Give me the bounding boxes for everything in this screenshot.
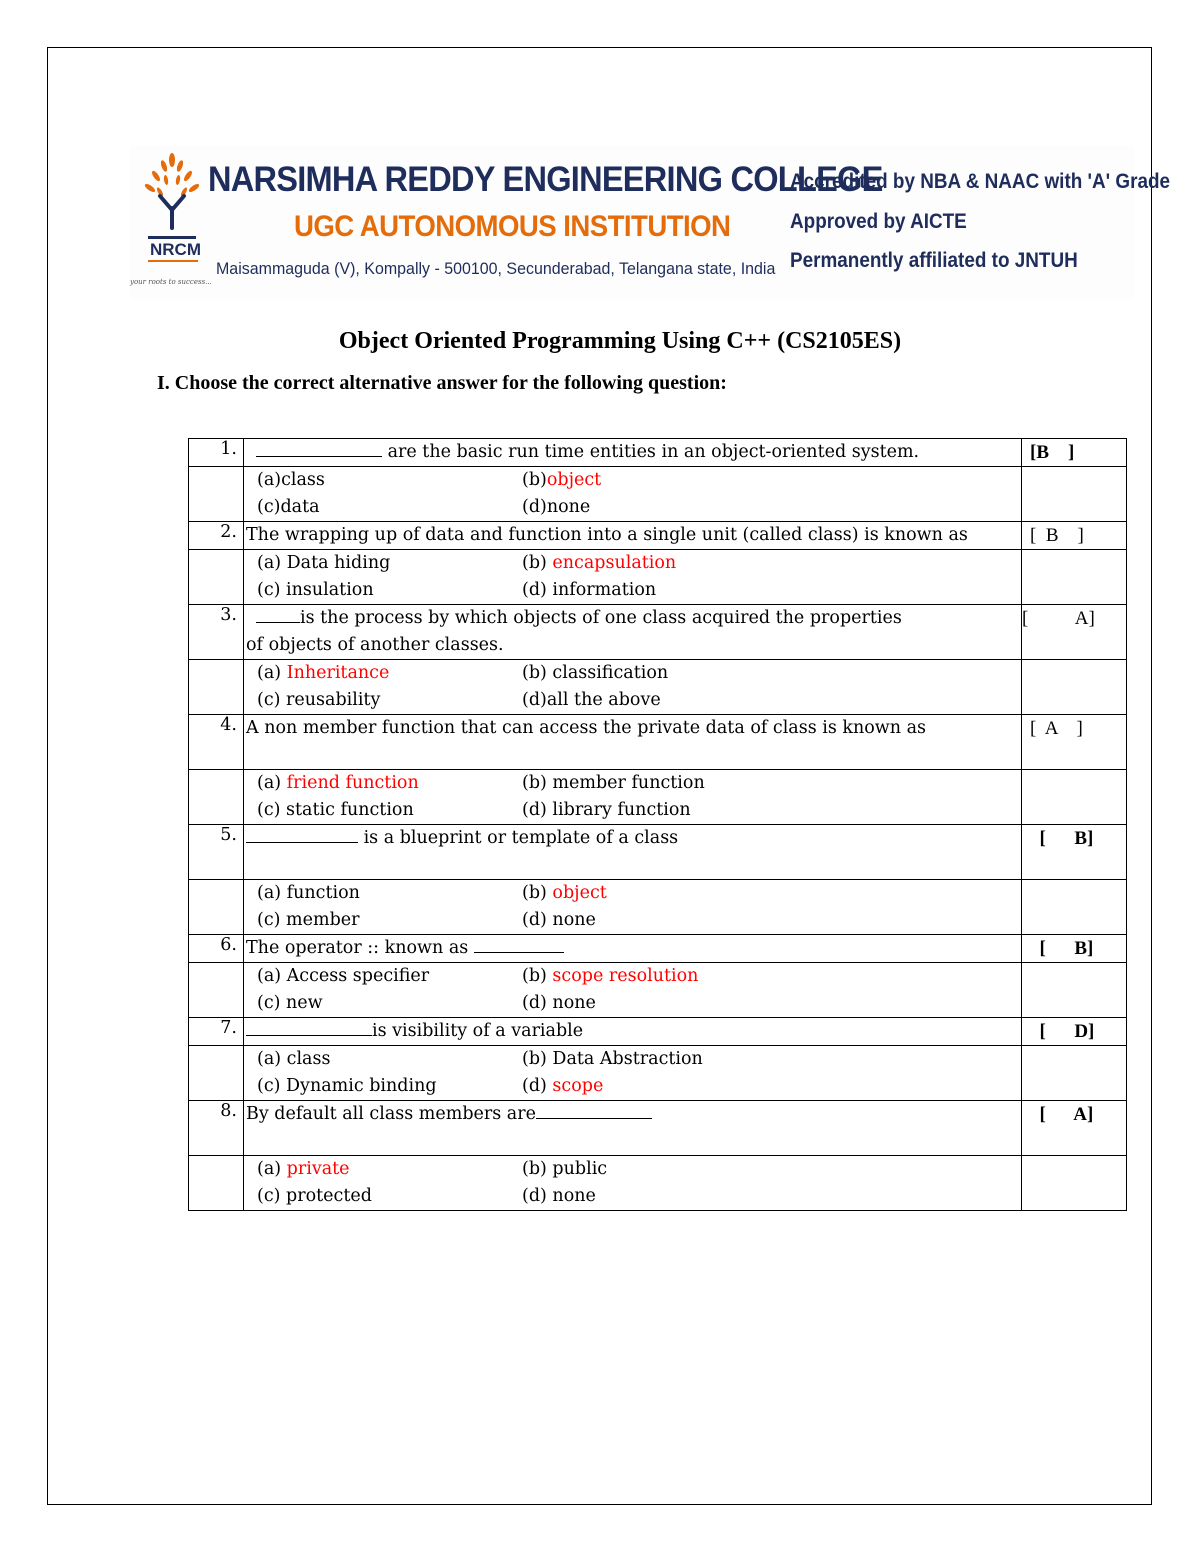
answer-key (1022, 522, 1127, 550)
question-row (189, 1018, 1127, 1046)
question-number: 8. (189, 1101, 244, 1156)
question-text-part: is visibility of a variable (372, 1021, 584, 1041)
options-row (189, 1046, 1127, 1101)
option: (a) friend function (257, 773, 419, 793)
accreditation-line: Approved by AICTE (790, 210, 967, 233)
option: (c) new (257, 993, 323, 1013)
answer-blank (256, 441, 382, 457)
section-heading: I. Choose the correct alternative answer for the following question: (157, 372, 727, 394)
answer-blank (474, 937, 564, 953)
answer-key (1022, 935, 1127, 963)
question-text-part: is a blueprint or template of a class (358, 828, 679, 848)
question-text: The wrapping up of data and function into a single unit (called class) is known as (244, 522, 1022, 550)
option: (c) reusability (257, 690, 381, 710)
question-text: A non member function that can access the private data of class is known as (244, 715, 1022, 770)
question-row (189, 605, 1127, 660)
answer-blank (246, 827, 358, 843)
logo-tagline: your roots to success... (130, 278, 212, 286)
option: (c) Dynamic binding (257, 1076, 437, 1096)
options-row (189, 1156, 1127, 1211)
option: (b)object (522, 470, 602, 490)
college-subtitle: UGC AUTONOMOUS INSTITUTION (294, 210, 731, 243)
question-text-part: The operator :: known as (246, 938, 474, 958)
answer-key-text: [ B ] (1030, 525, 1084, 546)
option: (b) encapsulation (522, 553, 677, 573)
accreditation-line: Permanently affiliated to JNTUH (790, 249, 1078, 272)
option: (d)none (522, 497, 591, 517)
college-name: NARSIMHA REDDY ENGINEERING COLLEGE (208, 160, 883, 199)
option: (d) none (522, 1186, 596, 1206)
question-text (244, 1018, 1022, 1046)
document-title: Object Oriented Programming Using C++ (CS2105ES) (338, 328, 902, 354)
options-row (189, 770, 1127, 825)
options-row (189, 880, 1127, 935)
question-row (189, 935, 1127, 963)
option: (b) member function (522, 773, 705, 793)
accreditation-line: Accredited by NBA & NAAC with 'A' Grade (790, 170, 1171, 193)
question-text-part: is the process by which objects of one class acquired the properties (300, 608, 902, 628)
answer-key (1022, 1101, 1127, 1156)
question-row (189, 715, 1127, 770)
question-number: 3. (189, 605, 244, 660)
answer-key (1022, 439, 1127, 467)
question-row (189, 825, 1127, 880)
option: (b) classification (522, 663, 669, 683)
answer-blank (246, 1020, 372, 1036)
question-text-part: of objects of another classes. (246, 635, 504, 655)
logo-underline (148, 260, 198, 262)
question-number: 1. (189, 439, 244, 467)
options-row (189, 467, 1127, 522)
question-text (244, 605, 1022, 660)
answer-key (1022, 715, 1127, 770)
options-row (189, 550, 1127, 605)
question-row (189, 522, 1127, 550)
options-row (189, 660, 1127, 715)
answer-key-text: [ A] (1022, 608, 1095, 629)
option: (c) protected (257, 1186, 372, 1206)
option: (a) Inheritance (257, 663, 390, 683)
question-row (189, 439, 1127, 467)
question-text (244, 1101, 1022, 1156)
answer-blank (256, 607, 300, 623)
question-number: 6. (189, 935, 244, 963)
option: (a) class (257, 1049, 331, 1069)
option: (c)data (257, 497, 320, 517)
option: (c) static function (257, 800, 414, 820)
question-number: 4. (189, 715, 244, 770)
option: (a) function (257, 883, 360, 903)
college-header-banner (130, 146, 1171, 299)
answer-key (1022, 825, 1127, 880)
answer-key-text: [B ] (1030, 442, 1075, 463)
option: (a) private (257, 1159, 350, 1179)
question-text (244, 825, 1022, 880)
option: (a) Access specifier (257, 966, 430, 986)
mcq-table (188, 438, 1127, 1211)
option: (d) library function (522, 800, 691, 820)
answer-key (1022, 1018, 1127, 1046)
option: (c) insulation (257, 580, 374, 600)
answer-blank (536, 1103, 652, 1119)
option: (a) Data hiding (257, 553, 391, 573)
answer-key-text: [ A] (1030, 1104, 1094, 1125)
question-number: 2. (189, 522, 244, 550)
option: (d)all the above (522, 690, 661, 710)
college-logo (130, 150, 210, 290)
logo-initials: NRCM (150, 240, 201, 259)
option: (d) scope (522, 1076, 604, 1096)
option: (b) public (522, 1159, 608, 1179)
answer-key-text: [ A ] (1030, 718, 1083, 739)
option: (b) object (522, 883, 607, 903)
question-number: 5. (189, 825, 244, 880)
option: (b) Data Abstraction (522, 1049, 703, 1069)
options-row (189, 963, 1127, 1018)
option: (b) scope resolution (522, 966, 699, 986)
option: (d) none (522, 910, 596, 930)
question-row (189, 1101, 1127, 1156)
answer-key-text: [ B] (1030, 828, 1094, 849)
answer-key (1022, 605, 1127, 660)
option: (d) information (522, 580, 657, 600)
option: (a)class (257, 470, 325, 490)
option: (d) none (522, 993, 596, 1013)
question-text (244, 935, 1022, 963)
answer-key-text: [ B] (1030, 938, 1094, 959)
question-number: 7. (189, 1018, 244, 1046)
question-text (244, 439, 1022, 467)
question-text-part: are the basic run time entities in an object-oriented system. (382, 442, 920, 462)
option: (c) member (257, 910, 360, 930)
college-address: Maisammaguda (V), Kompally - 500100, Secunderabad, Telangana state, India (216, 259, 776, 278)
question-text-part: By default all class members are (246, 1104, 536, 1124)
answer-key-text: [ D] (1030, 1021, 1095, 1042)
